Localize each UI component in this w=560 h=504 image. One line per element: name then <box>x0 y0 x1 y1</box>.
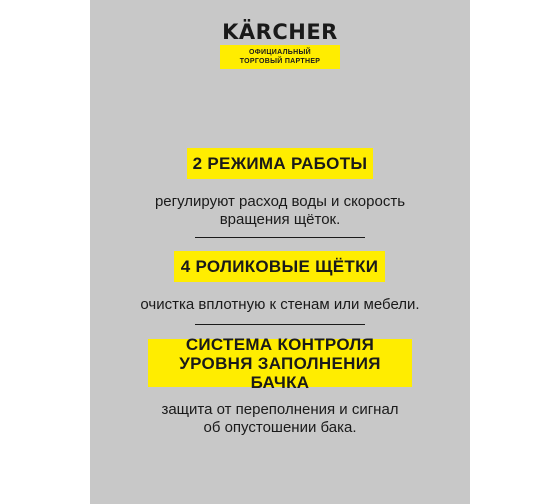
badge-line-2: ТОРГОВЫЙ ПАРТНЕР <box>239 58 321 65</box>
feature-desc-line: вращения щёток. <box>219 211 341 228</box>
feature-heading-tank-control <box>148 334 412 392</box>
feature-desc-line: об опустошении бака. <box>203 419 357 436</box>
feature-desc-modes <box>110 193 450 229</box>
feature-desc-line: регулируют расход воды и скорость <box>154 193 406 210</box>
feature-heading-brushes: 4 РОЛИКОВЫЕ ЩЁТКИ <box>174 251 385 282</box>
feature-desc-brushes <box>110 296 450 314</box>
official-partner-badge <box>220 45 340 69</box>
divider <box>195 324 365 325</box>
feature-heading-line: СИСТЕМА КОНТРОЛЯ <box>185 334 375 354</box>
feature-desc-tank-control <box>110 401 450 437</box>
feature-desc-line: очистка вплотную к стенам или мебели. <box>140 296 420 313</box>
feature-heading-line: УРОВНЯ ЗАПОЛНЕНИЯ БАЧКА <box>179 353 381 392</box>
karcher-logo <box>215 20 345 44</box>
feature-desc-line: защита от переполнения и сигнал <box>161 401 399 418</box>
divider <box>195 237 365 238</box>
feature-heading-modes: 2 РЕЖИМА РАБОТЫ <box>187 148 373 179</box>
logo-wordmark: KÄRCHER <box>222 20 338 44</box>
badge-line-1: ОФИЦИАЛЬНЫЙ <box>249 49 311 56</box>
